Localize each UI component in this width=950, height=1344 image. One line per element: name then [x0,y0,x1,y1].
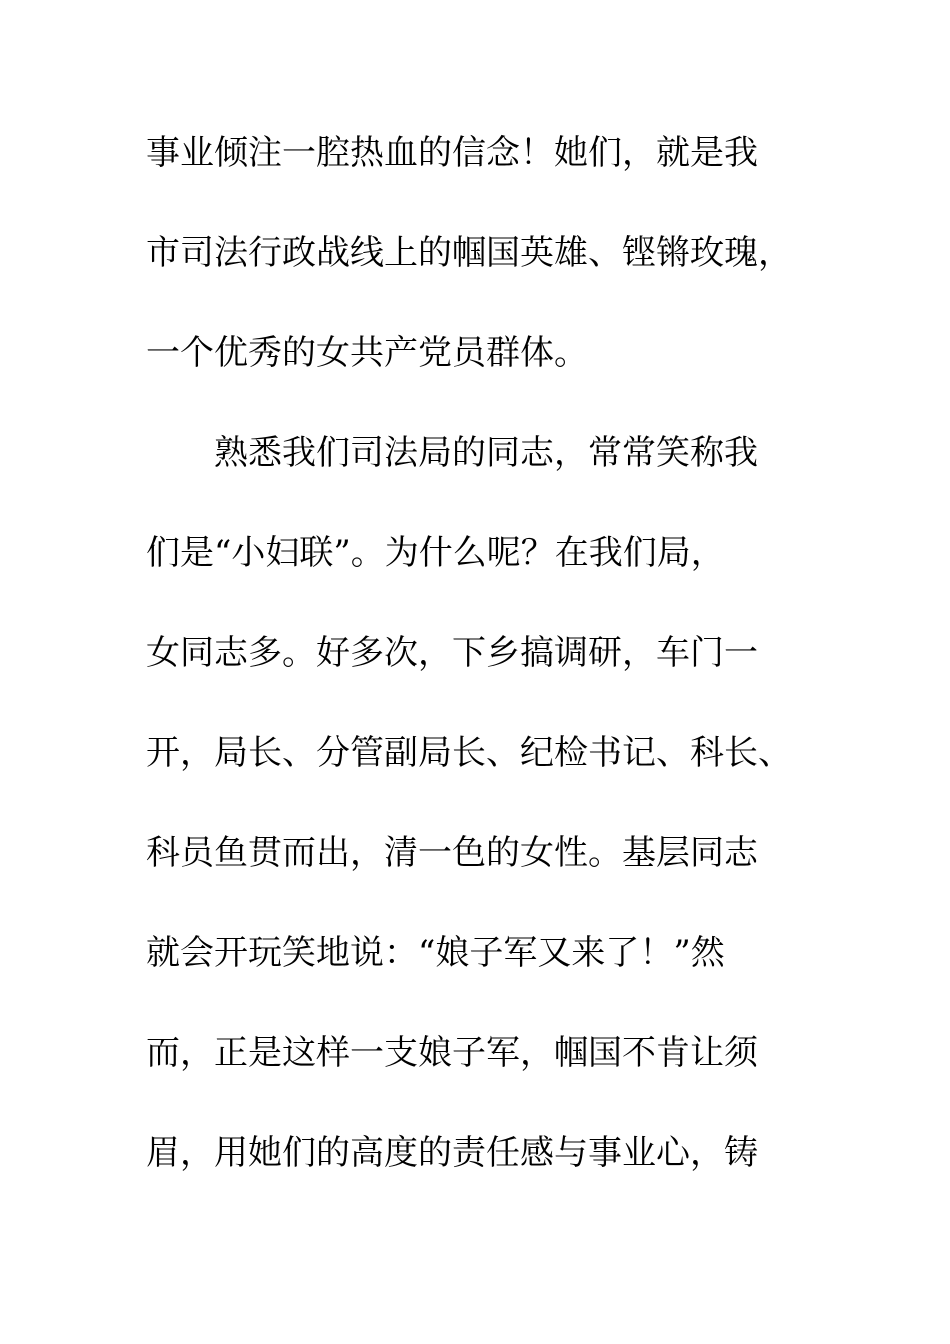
text-line [0,428,950,478]
line-text: 就会开玩笑地说：“娘子军又来了！”然 [146,933,725,973]
line-text: 而，正是这样一支娘子军，帼国不肯让须 [146,1033,758,1073]
text-line [0,928,950,978]
text-line [0,1028,950,1078]
text-line [0,128,950,178]
line-text: 市司法行政战线上的帼国英雄、铿锵玫瑰， [146,233,792,273]
text-line [0,728,950,778]
text-line [0,528,950,578]
line-text: 们是“小妇联”。为什么呢？在我们局， [146,533,725,573]
text-line [0,328,950,378]
line-text: 开，局长、分管副局长、纪检书记、科长、 [146,733,792,773]
line-text: 女同志多。好多次，下乡搞调研，车门一 [146,633,758,673]
text-line [0,628,950,678]
line-text: 一个优秀的女共产党员群体。 [146,333,588,373]
line-text: 事业倾注一腔热血的信念！她们，就是我 [146,133,758,173]
line-text: 科员鱼贯而出，清一色的女性。基层同志 [146,833,758,873]
text-line [0,228,950,278]
line-text: 熟悉我们司法局的同志，常常笑称我 [214,433,758,473]
line-text: 眉，用她们的高度的责任感与事业心，铸 [146,1133,758,1173]
text-line [0,828,950,878]
text-line [0,1128,950,1178]
